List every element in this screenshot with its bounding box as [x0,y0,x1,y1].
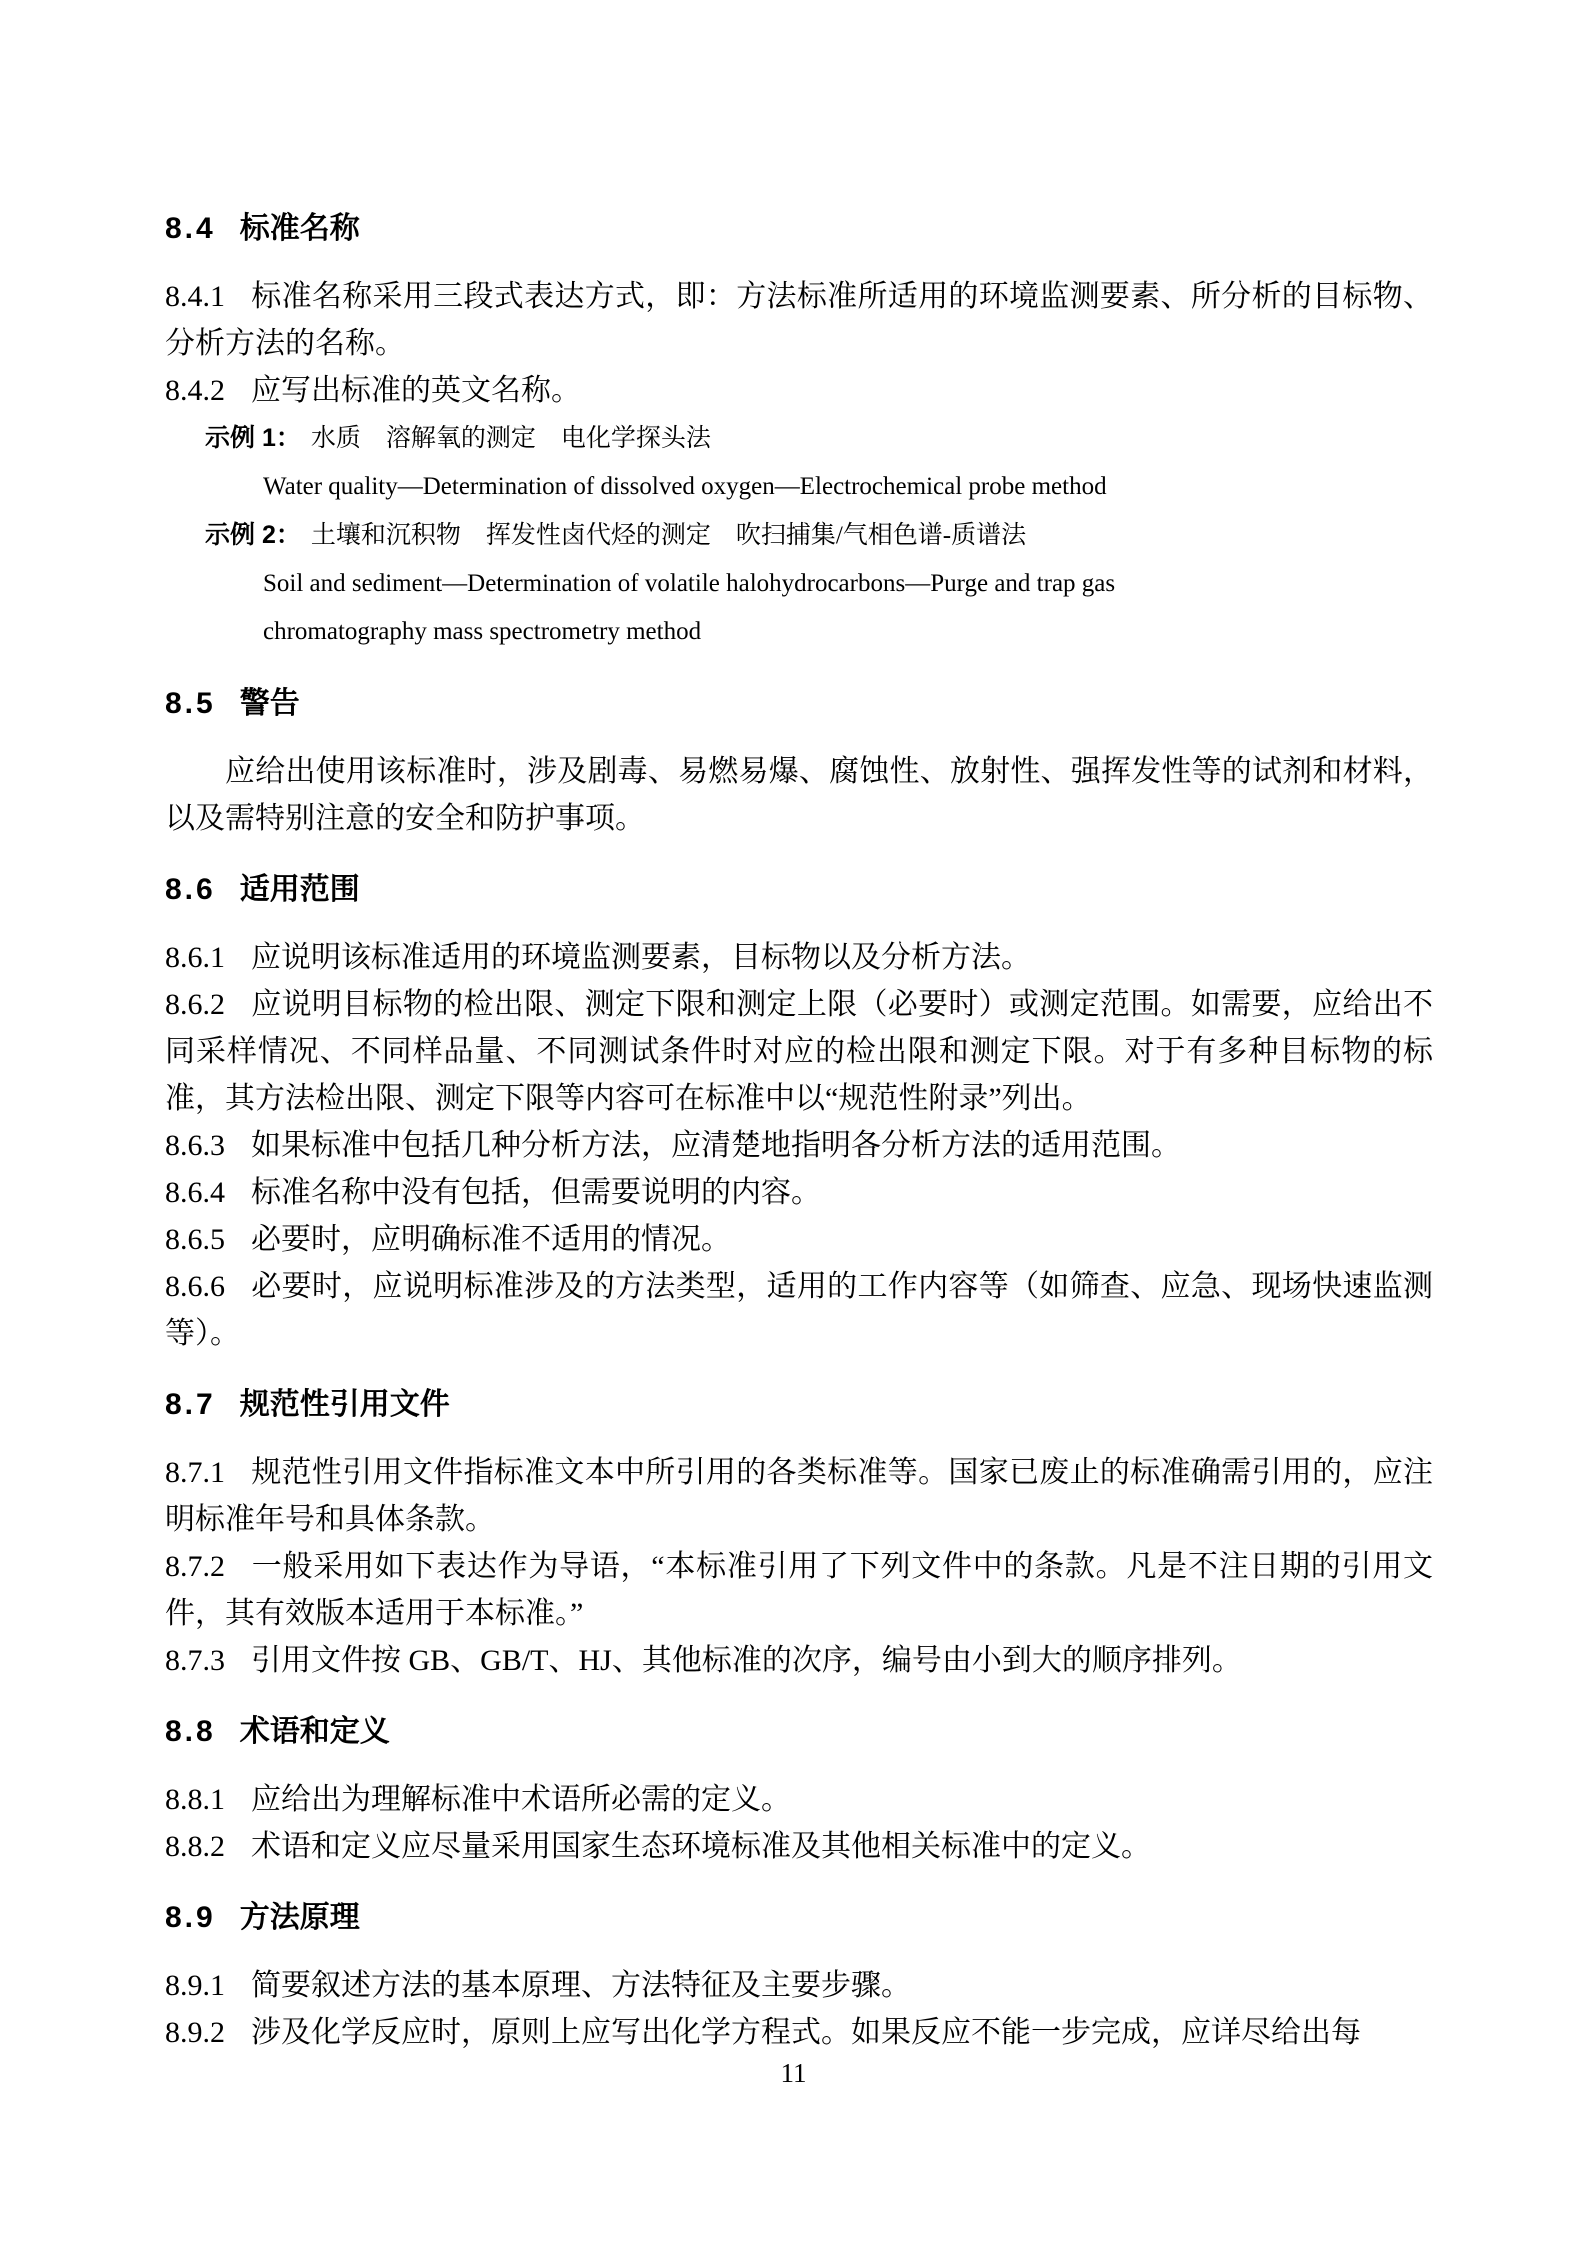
clause-8-7-3 [165,1637,1433,1684]
clause-number: 8.9.1 [165,1969,225,2002]
example-2-english-line-1: Soil and sediment—Determination of volatile halohydrocarbons—Purge and trap gas [263,570,1116,597]
clause-text: 应写出标准的英文名称。 [251,374,581,407]
clause-text: 应给出为理解标准中术语所必需的定义。 [251,1783,791,1816]
clause-text: 涉及化学反应时，原则上应写出化学方程式。如果反应不能一步完成，应详尽给出每 [251,2016,1361,2049]
clause-text: 一般采用如下表达作为导语，“本标准引用了下列文件中的条款。凡是不注日期的引用文件，其有效版本适用于本标准。” [165,1550,1433,1630]
section-title: 适用范围 [239,873,360,906]
clause-8-6-5 [165,1216,1433,1263]
clause-8-8-1 [165,1776,1433,1823]
section-heading-8-8 [165,1708,1433,1756]
clause-number: 8.6.6 [165,1270,225,1303]
section-title: 规范性引用文件 [239,1388,450,1421]
example-1-english: Water quality—Determination of dissolved oxygen—Electrochemical probe method [263,473,1107,500]
section-heading-8-7 [165,1381,1433,1429]
clause-8-6-6 [165,1263,1433,1357]
clause-text: 简要叙述方法的基本原理、方法特征及主要步骤。 [251,1969,911,2002]
clause-number: 8.4.1 [165,280,225,313]
clause-8-6-2 [165,981,1433,1122]
section-number: 8.4 [165,212,216,245]
clause-number: 8.6.5 [165,1223,225,1256]
section-number: 8.5 [165,687,216,720]
clause-8-9-1 [165,1962,1433,2009]
example-text: 水质 溶解氧的测定 电化学探头法 [310,425,711,452]
clause-8-9-2 [165,2009,1433,2056]
section-title: 警告 [239,687,300,720]
clause-8-4-1 [165,273,1433,367]
clause-number: 8.6.1 [165,941,225,974]
clause-number: 8.4.2 [165,374,225,407]
section-number: 8.8 [165,1715,216,1748]
example-label: 示例 1： [205,424,301,452]
clause-8-6-1 [165,934,1433,981]
clause-text: 必要时，应说明标准涉及的方法类型，适用的工作内容等（如筛查、应急、现场快速监测等）。 [165,1270,1433,1350]
page-number: 11 [780,2058,807,2088]
example-2-line [165,511,1433,560]
clause-number: 8.7.3 [165,1644,225,1677]
clause-text: 必要时，应明确标准不适用的情况。 [251,1223,731,1256]
document-content [165,205,1433,2056]
clause-number: 8.6.3 [165,1129,225,1162]
clause-text: 如果标准中包括几种分析方法，应清楚地指明各分析方法的适用范围。 [251,1129,1181,1162]
clause-number: 8.6.2 [165,988,225,1021]
example-label: 示例 2： [205,521,301,549]
example-text: 土壤和沉积物 挥发性卤代烃的测定 吹扫捕集/气相色谱-质谱法 [310,522,1027,549]
example-1-line [165,414,1433,463]
section-heading-8-5 [165,680,1433,728]
clause-text: 应说明该标准适用的环境监测要素，目标物以及分析方法。 [251,941,1031,974]
clause-number: 8.8.2 [165,1830,225,1863]
body-paragraph-8-5: 应给出使用该标准时，涉及剧毒、易燃易爆、腐蚀性、放射性、强挥发性等的试剂和材料，以及需特别注意的安全和防护事项。 [165,755,1433,835]
clause-text: 术语和定义应尽量采用国家生态环境标准及其他相关标准中的定义。 [251,1830,1151,1863]
clause-8-6-4 [165,1169,1433,1216]
section-heading-8-6 [165,866,1433,914]
clause-text: 标准名称采用三段式表达方式，即：方法标准所适用的环境监测要素、所分析的目标物、分析方法的名称。 [165,280,1433,360]
clause-text: 规范性引用文件指标准文本中所引用的各类标准等。国家已废止的标准确需引用的，应注明标准年号和具体条款。 [165,1456,1433,1536]
clause-number: 8.7.1 [165,1456,225,1489]
section-title: 方法原理 [239,1901,360,1934]
section-number: 8.9 [165,1901,216,1934]
clause-number: 8.6.4 [165,1176,225,1209]
clause-text: 引用文件按 GB、GB/T、HJ、其他标准的次序，编号由小到大的顺序排列。 [251,1644,1242,1677]
section-number: 8.6 [165,873,216,906]
example-2-english-line-2: chromatography mass spectrometry method [263,618,702,645]
section-title: 术语和定义 [239,1715,390,1748]
clause-text: 应说明目标物的检出限、测定下限和测定上限（必要时）或测定范围。如需要，应给出不同采样情况、不同样品量、不同测试条件时对应的检出限和测定下限。对于有多种目标物的标准，其方法检出限、测定下限等内容可在标准中以“规范性附录”列出。 [165,988,1433,1115]
clause-8-7-2 [165,1543,1433,1637]
section-heading-8-9 [165,1894,1433,1942]
clause-8-7-1 [165,1449,1433,1543]
clause-number: 8.9.2 [165,2016,225,2049]
section-number: 8.7 [165,1388,216,1421]
clause-text: 标准名称中没有包括，但需要说明的内容。 [251,1176,821,1209]
clause-8-4-2 [165,367,1433,414]
clause-number: 8.8.1 [165,1783,225,1816]
section-title: 标准名称 [239,212,360,245]
clause-8-8-2 [165,1823,1433,1870]
clause-number: 8.7.2 [165,1550,225,1583]
clause-8-6-3 [165,1122,1433,1169]
section-heading-8-4 [165,205,1433,253]
